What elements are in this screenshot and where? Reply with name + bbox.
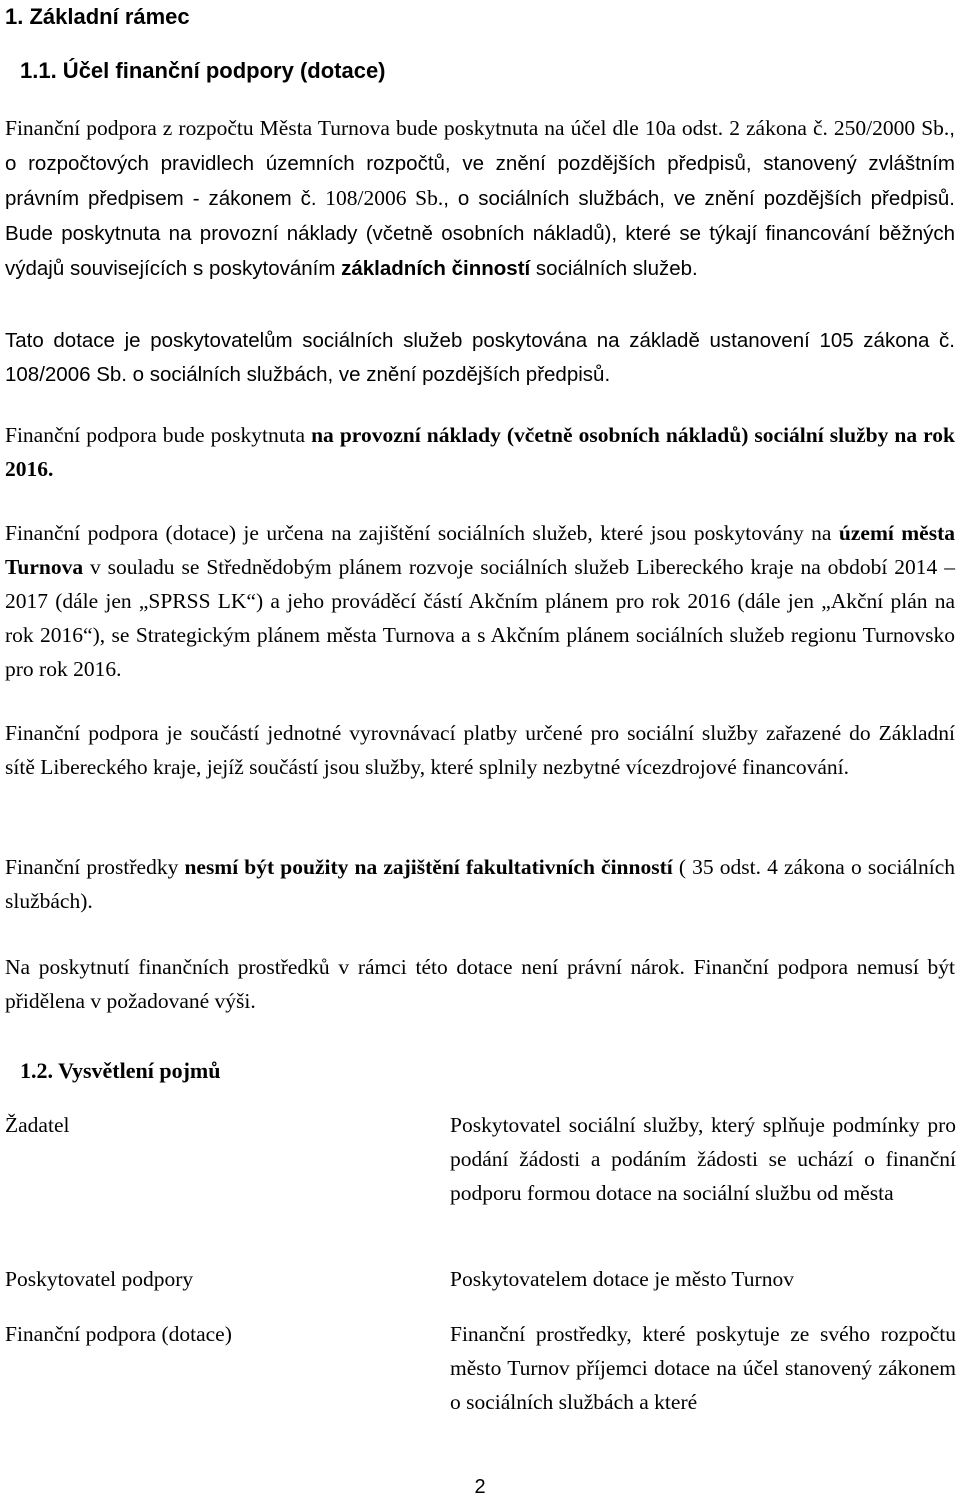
paragraph-costs-bold: na provozní náklady (včetně osobních nákladů) sociální služby na rok 2016. — [5, 423, 955, 481]
term-definition: Poskytovatelem dotace je město Turnov — [450, 1267, 794, 1291]
heading-1: 1. Základní rámec — [5, 4, 190, 29]
heading-1-2: 1.2. Vysvětlení pojmů — [20, 1058, 221, 1083]
paragraph-purpose-bold: základních činností — [341, 257, 531, 280]
term-label: Žadatel — [5, 1113, 70, 1137]
heading-1-1: 1.1. Účel finanční podpory (dotace) — [20, 58, 386, 83]
paragraph-purpose-sans-c: Bude poskytnuta na provozní náklady (včetně osobních nákladů), které se týkají financování běžných výdajů souvisejících s poskytováním — [5, 222, 955, 280]
paragraph-legal-basis: Tato dotace je poskytovatelům sociálních služeb poskytována na základě ustanovení 105 zákona č. 108/2006 Sb. o sociálních službách, ve znění pozdějších předpisů. — [5, 329, 955, 386]
paragraph-restriction-a: Finanční prostředky — [5, 855, 185, 879]
paragraph-costs — [5, 418, 955, 486]
page-number: 2 — [474, 1476, 486, 1498]
paragraph-restriction-b: ( 35 odst. 4 zákona o sociálních službách). — [5, 855, 955, 913]
term-label: Poskytovatel podpory — [5, 1267, 194, 1291]
paragraph-purpose-sans-b: , o sociálních službách, ve znění pozdějších předpisů. — [443, 187, 955, 210]
paragraph-territory-a: Finanční podpora (dotace) je určena na zajištění sociálních služeb, které jsou poskytovány na — [5, 521, 839, 545]
paragraph-purpose — [5, 111, 955, 286]
paragraph-territory-bold: území města Turnova — [5, 521, 955, 579]
paragraph-territory — [5, 516, 955, 686]
paragraph-costs-normal: Finanční podpora bude poskytnuta — [5, 423, 312, 447]
paragraph-purpose-serif-a: Finanční podpora z rozpočtu Města Turnova bude poskytnuta na účel dle 10a odst. 2 zákona č. 250/2000 Sb. — [5, 116, 950, 140]
paragraph-compensation: Finanční podpora je součástí jednotné vyrovnávací platby určené pro sociální služby zařazené do Základní sítě Libereckého kraje, jejíž součástí jsou služby, které splnily nezbytné vícezdrojové financování. — [5, 721, 955, 779]
paragraph-purpose-sans-d: sociálních služeb. — [530, 257, 698, 280]
paragraph-purpose-serif-b: 108/2006 Sb. — [316, 186, 444, 210]
term-definition: Finanční prostředky, které poskytuje ze svého rozpočtu město Turnov příjemci dotace na účel stanovený zákonem o sociálních službách a které — [450, 1322, 956, 1414]
paragraph-restriction-bold: nesmí být použity na zajištění fakultativních činností — [184, 855, 673, 879]
paragraph-restriction — [5, 850, 955, 918]
paragraph-no-legal-claim: Na poskytnutí finančních prostředků v rámci této dotace není právní nárok. Finanční podpora nemusí být přidělena v požadované výši. — [5, 955, 955, 1013]
term-definition: Poskytovatel sociální služby, který splňuje podmínky pro podání žádosti a podáním žádosti se uchází o finanční podporu formou dotace na sociální službu od města — [450, 1113, 956, 1205]
term-label: Finanční podpora (dotace) — [5, 1322, 232, 1346]
paragraph-purpose-sans-a: , o rozpočtových pravidlech územních rozpočtů, ve znění pozdějších předpisů, stanovený zvláštním právním předpisem - zákonem č. — [5, 117, 955, 210]
paragraph-territory-b: v souladu se Střednědobým plánem rozvoje sociálních služeb Libereckého kraje na období 2014 – 2017 (dále jen „SPRSS LK“) a jeho prováděcí částí Akčním plánem pro rok 2016 (dále jen „Akční plán na rok 2016“), se Strategickým plánem města Turnova a s Akčním plánem sociálních služeb regionu Turnovsko pro rok 2016. — [5, 555, 955, 681]
